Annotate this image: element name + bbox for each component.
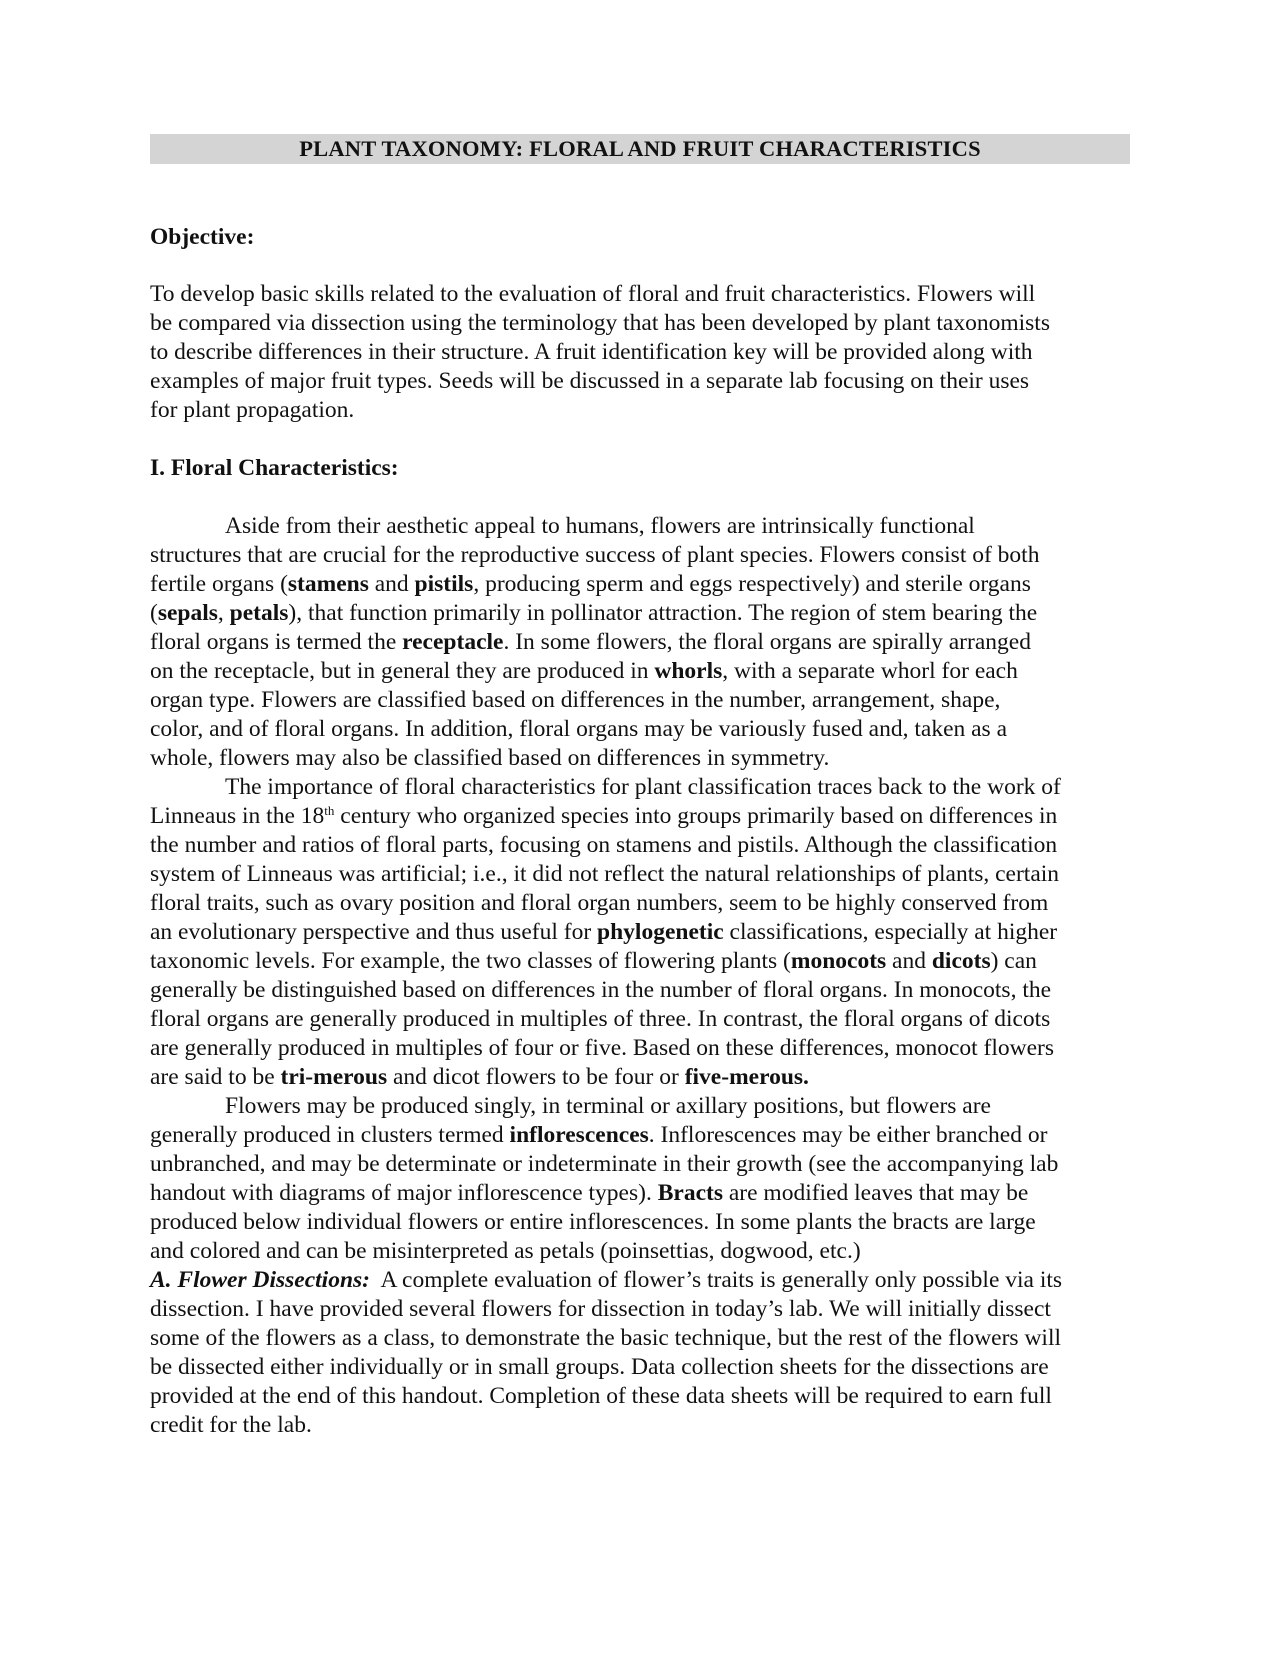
text-line: produced below individual flowers or entire inflorescences. In some plants the bracts are large (150, 1209, 1036, 1235)
text-line: dissection. I have provided several flowers for dissection in today’s lab. We will initially dissect (150, 1296, 1051, 1322)
text-line: organ type. Flowers are classified based on differences in the number, arrangement, shape, (150, 687, 1001, 713)
text-line: floral organs are generally produced in multiples of three. In contrast, the floral organs of dicots (150, 1006, 1051, 1032)
floral-characteristics-heading: I. Floral Characteristics: (150, 455, 399, 481)
page-title: PLANT TAXONOMY: FLORAL AND FRUIT CHARACTERISTICS (150, 134, 1130, 164)
text-line: credit for the lab. (150, 1412, 312, 1438)
term-petals: petals (229, 600, 289, 626)
text-line: Flowers may be produced singly, in terminal or axillary positions, but flowers are (225, 1093, 991, 1119)
term-phylogenetic: phylogenetic (597, 919, 724, 945)
text-line: be dissected either individually or in small groups. Data collection sheets for the dissections are (150, 1354, 1049, 1380)
text-line: are generally produced in multiples of four or five. Based on these differences, monocot flowers (150, 1035, 1055, 1061)
term-tri-merous: tri-merous (280, 1064, 388, 1090)
text-line: be compared via dissection using the terminology that has been developed by plant taxonomists (150, 310, 1050, 336)
term-pistils: pistils (414, 571, 474, 597)
floral-paragraph-1: Aside from their aesthetic appeal to humans, flowers are intrinsically functional structures that are crucial for the reproductive success of plant species. Flowers consist of both fertile organs (stamens and pistils, producing sperm and eggs respectively) and sterile organs (sepals, petals), that function primarily in pollinator attraction. The region of stem bearing the floral organs is termed the receptacle. In some flowers, the floral organs are spirally arranged on the receptacle, but in general they are produced in whorls, with a separate whorl for each organ type. Flowers are classified based on differences in the number, arrangement, shape, color, and of floral organs. In addition, floral organs may be variously fused and, taken as a whole, flowers may also be classified based on differences in symmetry. (150, 512, 1130, 773)
term-inflorescences: inflorescences (509, 1122, 649, 1148)
text-line: unbranched, and may be determinate or indeterminate in their growth (see the accompanying lab (150, 1151, 1059, 1177)
text-line: color, and of floral organs. In addition, floral organs may be variously fused and, taken as a (150, 716, 1008, 742)
flower-dissections-paragraph: A. Flower Dissections: A complete evaluation of flower’s traits is generally only possible via its dissection. I have provided several flowers for dissection in today’s lab. We will initially dissect some of the flowers as a class, to demonstrate the basic technique, but the rest of the flowers will be dissected either individually or in small groups. Data collection sheets for the dissections are provided at the end of this handout. Completion of these data sheets will be required to earn full credit for the lab. (150, 1266, 1130, 1440)
objective-paragraph (150, 280, 1130, 425)
text-line: Aside from their aesthetic appeal to humans, flowers are intrinsically functional (225, 513, 975, 539)
flower-dissections-heading: A. Flower Dissections: (150, 1267, 371, 1293)
text-line: examples of major fruit types. Seeds will be discussed in a separate lab focusing on their uses (150, 368, 1030, 394)
text-line: and colored and can be misinterpreted as petals (poinsettias, dogwood, etc.) (150, 1238, 861, 1264)
text-line: generally be distinguished based on differences in the number of floral organs. In monocots, the (150, 977, 1052, 1003)
text-line: for plant propagation. (150, 397, 355, 423)
objective-heading: Objective: (150, 224, 255, 250)
term-dicots: dicots (931, 948, 991, 974)
text-line: the number and ratios of floral parts, focusing on stamens and pistils. Although the classification (150, 832, 1058, 858)
term-whorls: whorls (654, 658, 723, 684)
text-line: to describe differences in their structure. A fruit identification key will be provided along with (150, 339, 1033, 365)
text-line: provided at the end of this handout. Completion of these data sheets will be required to earn full (150, 1383, 1052, 1409)
term-receptacle: receptacle (402, 629, 504, 655)
term-bracts: Bracts (657, 1180, 723, 1206)
term-stamens: stamens (287, 571, 369, 597)
term-monocots: monocots (790, 948, 887, 974)
term-five-merous: five-merous. (684, 1064, 809, 1090)
floral-paragraph-3: Flowers may be produced singly, in terminal or axillary positions, but flowers are generally produced in clusters termed inflorescences. Inflorescences may be either branched or unbranched, and may be determinate or indeterminate in their growth (see the accompanying lab handout with diagrams of major inflorescence types). Bracts are modified leaves that may be produced below individual flowers or entire inflorescences. In some plants the bracts are large and colored and can be misinterpreted as petals (poinsettias, dogwood, etc.) (150, 1092, 1130, 1266)
floral-paragraph-2: The importance of floral characteristics for plant classification traces back to the work of Linneaus in the 18th century who organized species into groups primarily based on differences in the number and ratios of floral parts, focusing on stamens and pistils. Although the classification system of Linneaus was artificial; i.e., it did not reflect the natural relationships of plants, certain floral traits, such as ovary position and floral organ numbers, seem to be highly conserved from an evolutionary perspective and thus useful for phylogenetic classifications, especially at higher taxonomic levels. For example, the two classes of flowering plants (monocots and dicots) can generally be distinguished based on differences in the number of floral organs. In monocots, the floral organs are generally produced in multiples of three. In contrast, the floral organs of dicots are generally produced in multiples of four or five. Based on these differences, monocot flowers are said to be tri-merous and dicot flowers to be four or five-merous. (150, 773, 1130, 1092)
text-line: some of the flowers as a class, to demonstrate the basic technique, but the rest of the flowers will (150, 1325, 1062, 1351)
text-line: whole, flowers may also be classified based on differences in symmetry. (150, 745, 830, 771)
term-sepals: sepals (157, 600, 218, 626)
text-line: floral traits, such as ovary position and floral organ numbers, seem to be highly conserved from (150, 890, 1049, 916)
text-line: The importance of floral characteristics for plant classification traces back to the work of (225, 774, 1061, 800)
text-line: system of Linneaus was artificial; i.e., it did not reflect the natural relationships of plants, certain (150, 861, 1060, 887)
text-line: To develop basic skills related to the evaluation of floral and fruit characteristics. Flowers will (150, 281, 1036, 307)
text-line: structures that are crucial for the reproductive success of plant species. Flowers consist of both (150, 542, 1040, 568)
